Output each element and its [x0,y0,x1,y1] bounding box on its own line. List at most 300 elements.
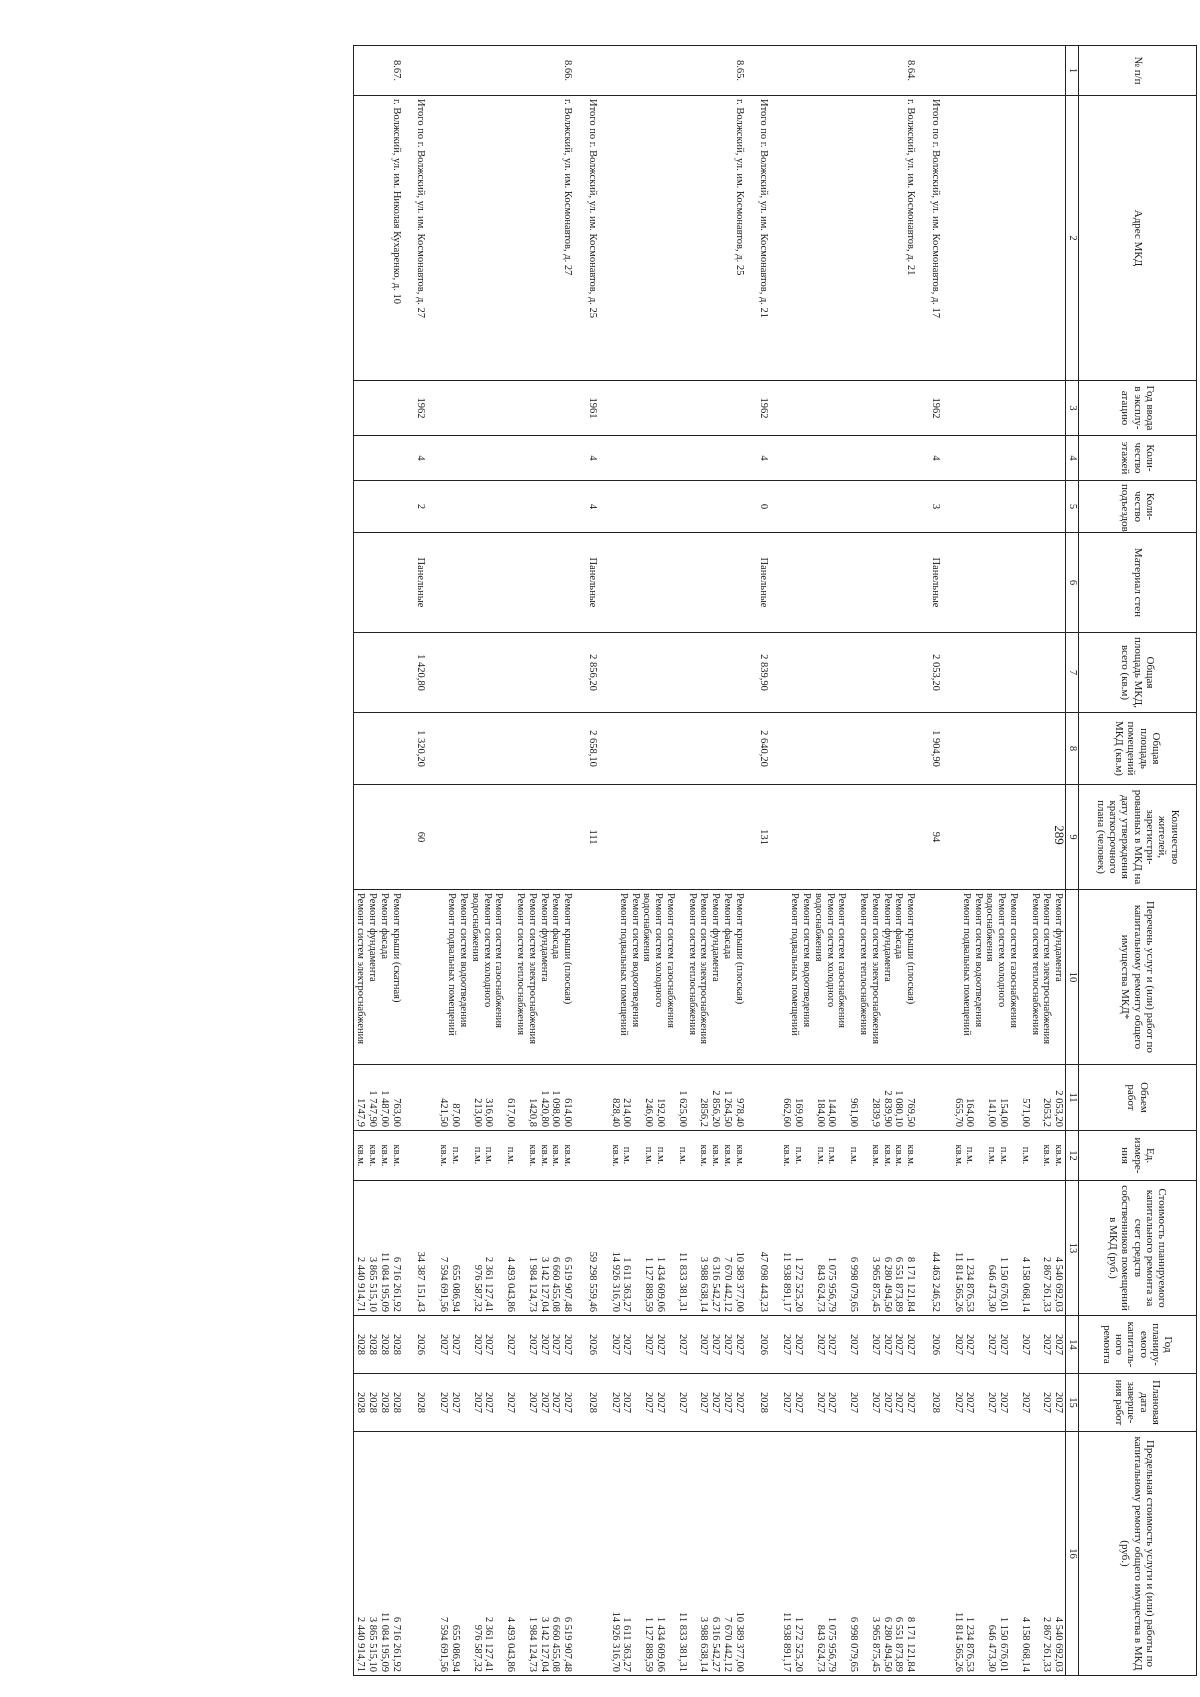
unit-list-line: кв.м. [609,1144,621,1167]
work-list-line: Ремонт систем теплоснабжения [858,893,870,1036]
empty-cell [917,1131,951,1181]
limit-cost-list-line: 4 540 692,03 [1053,1616,1065,1672]
cost-list-line: 1 611 363,27 [621,1257,633,1312]
empty-cell [917,46,951,96]
cost-list-line: 2 867 261,33 [1041,1256,1053,1312]
cost-list-line [666,1184,676,1312]
column-number: 12 [1066,1131,1079,1181]
year-list [437,1316,575,1374]
empty-cell [608,633,746,713]
column-number: 9 [1066,785,1079,890]
unit-list-line: кв.м. [870,1144,881,1167]
volume-list [608,1065,746,1131]
unit-list-line: кв.м. [367,1144,379,1167]
empty-cell [403,890,437,1065]
cost-list-line: 3 865 515,10 [367,1256,379,1312]
column-number: 13 [1066,1181,1079,1316]
cost-list-line: 2 361 127,41 [483,1256,495,1312]
limit-cost-list-line: 1 234 876,53 [964,1616,976,1672]
end-date-list-line: 2027 [781,1392,793,1413]
limit-cost-list-line: 2 867 261,33 [1041,1616,1053,1672]
cost-list-line: 6 551 873,89 [893,1256,905,1312]
year-list-line: 2027 [998,1334,1009,1355]
end-date-list-line: 2028 [379,1392,390,1413]
end-date-list [608,1374,746,1432]
end-date-list-line: 2028 [355,1392,367,1413]
empty-cell [951,481,1066,533]
work-list-line: Ремонт фундамента [367,893,379,982]
work-list-line [848,893,858,1061]
column-header: Общая площадь помещений МКД (кв.м) [1079,713,1197,785]
end-date-list-line: 2027 [505,1392,517,1413]
column-header: № п/п [1079,46,1197,96]
year-list-line: 2027 [710,1334,722,1355]
work-list-line: Ремонт фасада [893,893,905,960]
empty-cell [780,436,918,481]
volume-list-line: 169,00 [793,1098,804,1127]
unit-list-line [666,1134,676,1177]
limit-cost-list-line [859,1435,869,1672]
limit-cost-list-line [461,1435,471,1672]
end-date-list-line: 2027 [550,1392,562,1413]
unit-list-line: кв.м. [893,1144,905,1167]
volume-list-line [976,1068,986,1127]
volume-list-line [804,1068,814,1127]
volume-list-line [516,1068,526,1127]
cost-list-line: 3 988 638,14 [698,1256,710,1312]
volume-list-line: 1420,8 [527,1098,538,1127]
column-header: Год ввода в эксплу-атацию [1079,381,1197,436]
unit-list [951,1131,1066,1181]
cost-list-line [976,1184,986,1312]
total-cost: 34 387 151,43 [403,1181,437,1316]
cost-list [951,1181,1066,1316]
residents: 94 [917,785,951,890]
volume-list-line: 1 625,00 [676,1090,688,1127]
row-number: 8.66. [437,46,575,96]
end-date-list [951,1374,1066,1432]
column-number: 10 [1066,890,1079,1065]
unit-list-line [516,1134,526,1177]
unit-list-line [1031,1134,1041,1177]
empty-cell [951,633,1066,713]
cost-list-line: 1 075 956,79 [826,1256,838,1312]
work-list-line: Ремонт систем газоснабжения [665,893,676,1028]
unit-list-line: п.м. [655,1146,666,1165]
plan-year: 2026 [746,1316,780,1374]
volume-list [780,1065,918,1131]
table-header [1066,46,1197,1676]
volume-list-line [838,1068,848,1127]
limit-cost-list-line [804,1435,814,1672]
end-date-list-line: 2027 [998,1392,1009,1413]
end-date-list-line: 2027 [450,1392,461,1413]
end-date-list-line: 2028 [390,1392,402,1413]
volume-list-line: 246,00 [643,1098,655,1127]
year-list-line: 2027 [505,1334,517,1355]
unit-list-line: кв.м. [905,1144,917,1167]
cost-list-line [516,1184,526,1312]
residents: 60 [403,785,437,890]
volume-list-line: 154,00 [998,1098,1009,1127]
empty-cell [608,436,746,481]
total-cost: 47 098 443,23 [746,1181,780,1316]
work-list-line: Ремонт фундамента [710,893,722,982]
limit-cost-list-line: 11 814 565,26 [952,1612,964,1672]
end-date-list-line: 2027 [643,1392,655,1413]
house-total-row [917,46,951,1676]
year-list-line [495,1319,505,1370]
unit-list-line: кв.м. [1041,1144,1053,1167]
volume-list-line: 614,00 [562,1098,574,1127]
empty-cell [353,633,403,713]
unit-list-line [461,1134,471,1177]
end-date-list-line: 2027 [438,1392,450,1413]
cost-list-line: 646 473,30 [986,1264,998,1312]
limit-cost-list-line: 6 660 455,08 [550,1616,562,1672]
column-number: 7 [1066,633,1079,713]
end-date-list-line: 2027 [1053,1392,1065,1413]
end-date-list-line [516,1377,526,1428]
work-list-line: Ремонт крыши (плоская) [905,893,917,1005]
volume-list-line: 978,40 [733,1098,745,1127]
empty-cell [403,1432,437,1676]
column-header: Адрес МКД [1079,96,1197,381]
house-total-row [403,46,437,1676]
end-date-list-line: 2027 [483,1392,495,1413]
cost-list-line [804,1184,814,1312]
cost-list-line: 14 926 316,70 [609,1251,621,1312]
cost-list [608,1181,746,1316]
volume-list-line: 2 053,20 [1053,1090,1065,1127]
year-list-line [859,1319,869,1370]
year-list-line: 2027 [655,1334,666,1355]
volume-list-line: 184,00 [814,1098,826,1127]
empty-cell [437,785,575,890]
column-header: Коли-чество этажей [1079,436,1197,481]
end-date-list [353,1374,403,1432]
empty-cell [608,533,746,633]
limit-cost-list-line: 1 127 889,59 [643,1616,655,1672]
cost-list-line: 4 540 692,03 [1053,1256,1065,1312]
limit-cost-list-line: 843 624,73 [814,1624,826,1672]
unit-list-line: п.м. [471,1146,483,1165]
column-header: Стоимость планируемого капитального ремонта за счет средств собственников помещений в МКД (руб.) [1079,1181,1197,1316]
work-list-line [505,893,515,1061]
limit-cost-list-line: 3 865 515,10 [367,1616,379,1672]
work-list-line: Ремонт систем электроснабжения [1041,893,1053,1045]
volume-list [353,1065,403,1131]
limit-cost-list-line: 6 716 261,92 [390,1616,402,1672]
limit-cost-list-line: 6 316 542,27 [710,1616,722,1672]
empty-cell [353,436,403,481]
column-number: 11 [1066,1065,1079,1131]
empty-cell [780,381,918,436]
unit-list-line: кв.м. [562,1144,574,1167]
volume-list-line [666,1068,676,1127]
page-number: 289 [1052,825,1067,845]
empty-cell [353,381,403,436]
unit-list-line: кв.м. [550,1144,562,1167]
limit-cost-list-line: 6 998 079,65 [848,1616,860,1672]
cost-list-line: 4 158 068,14 [1019,1256,1031,1312]
end-date-list-line: 2027 [905,1392,917,1413]
end-date-list-line: 2027 [676,1392,688,1413]
empty-cell [780,785,918,890]
table-body [353,46,1066,1676]
end-date-list-line: 2027 [722,1392,733,1413]
unit-list-line: п.м. [1019,1146,1031,1165]
column-header: Ед. измере-ния [1079,1131,1197,1181]
house-works-row [437,46,575,1676]
end-date-list-line [633,1377,643,1428]
unit-list-line: п.м. [814,1146,826,1165]
cost-list-line: 655 086,94 [450,1264,461,1312]
volume-list-line [1009,1068,1019,1127]
volume-list-line: 144,00 [826,1098,838,1127]
limit-cost-list-line [976,1435,986,1672]
work-list-line: Ремонт систем теплоснабжения [515,893,527,1036]
empty-cell [608,481,746,533]
work-list-line: Ремонт фундамента [1053,893,1065,982]
column-number: 16 [1066,1432,1079,1676]
work-list-line: Ремонт подвальных помещений [446,893,458,1036]
limit-cost-list-line [516,1435,526,1672]
unit-list-line [838,1134,848,1177]
unit-list-line [804,1134,814,1177]
end-date-list-line [666,1377,676,1428]
work-list-line: Ремонт подвальных помещений [618,893,629,1036]
empty-cell [780,713,918,785]
empty-cell [746,890,780,1065]
year-list-line: 2027 [643,1334,655,1355]
volume-list-line: 1 080,10 [893,1090,905,1127]
volume-list-line: 141,00 [986,1098,998,1127]
unit-list-line: кв.м. [952,1144,964,1167]
empty-cell [353,785,403,890]
cost-list-line: 11 814 565,26 [952,1252,964,1312]
area-rooms: 2 640,20 [746,713,780,785]
limit-cost-list-line: 7 670 442,12 [722,1616,733,1672]
year-list [951,1316,1066,1374]
unit-list-line: кв.м. [698,1144,710,1167]
year-list-line [1009,1319,1019,1370]
year-list-line: 2027 [450,1334,461,1355]
work-list-line: Ремонт подвальных помещений [789,893,801,1036]
work-list-line: Ремонт систем электроснабжения [355,893,367,1045]
work-list-line [1019,893,1029,1061]
empty-cell [437,381,575,436]
end-date-list-line: 2027 [952,1392,964,1413]
end-date-list-line: 2027 [655,1392,666,1413]
volume-list-line: 192,00 [655,1098,666,1127]
volume-list-line [633,1068,643,1127]
cost-list-line [461,1184,471,1312]
residents: 111 [574,785,608,890]
end-date: 2028 [746,1374,780,1432]
year-list-line: 2027 [550,1334,562,1355]
unit-list-line: кв.м. [538,1144,550,1167]
empty-cell [917,1065,951,1131]
limit-cost-list-line: 6 280 494,50 [881,1616,893,1672]
year-list-line: 2027 [881,1334,893,1355]
limit-cost-list-line [666,1435,676,1672]
end-date-list-line: 2027 [698,1392,710,1413]
empty-cell [608,381,746,436]
limit-cost-list-line [1009,1435,1019,1672]
limit-cost-list-line: 655 086,94 [450,1624,461,1672]
empty-cell [353,533,403,633]
column-number: 8 [1066,713,1079,785]
volume-list-line: 2 856,20 [710,1090,722,1127]
end-date-list-line: 2027 [848,1392,860,1413]
volume-list-line: 213,00 [471,1098,483,1127]
work-list-line: Ремонт фасада [379,893,390,960]
year-list-line [633,1319,643,1370]
area-total: 2 856,20 [574,633,608,713]
cost-list-line: 6 716 261,92 [390,1256,402,1312]
volume-list-line: 1 098,00 [550,1090,562,1127]
work-list-line: Ремонт систем электроснабжения [698,893,710,1045]
year-list [608,1316,746,1374]
total-address: Итого по г. Волжский, ул. им. Космонавтов, д. 17 [917,96,951,381]
column-number: 14 [1066,1316,1079,1374]
end-date-list-line: 2027 [814,1392,826,1413]
cost-list-line: 1 234 876,53 [964,1256,976,1312]
work-list-line: Ремонт систем электроснабжения [870,893,881,1045]
row-number: 8.65. [608,46,746,96]
unit-list-line: п.м. [676,1146,688,1165]
empty-cell [437,481,575,533]
year-list-line: 2027 [1053,1334,1065,1355]
work-list-line: Ремонт систем электроснабжения [527,893,538,1045]
year-list-line: 2027 [483,1334,495,1355]
area-total: 2 839,90 [746,633,780,713]
end-date-list-line: 2027 [964,1392,976,1413]
commission-year: 1961 [574,381,608,436]
limit-cost-list-line: 11 833 381,31 [676,1612,688,1672]
column-header: Количество жителей, зарегистри-рованных в МКД на дату утверждения краткосрочного плана (человек) [1079,785,1197,890]
plan-year: 2026 [574,1316,608,1374]
volume-list-line: 763,00 [390,1098,402,1127]
cost-list-line: 7 594 691,56 [438,1256,450,1312]
limit-cost-list-line: 8 171 121,84 [905,1616,917,1672]
cost-list-line: 7 670 442,12 [722,1256,733,1312]
work-list-line: Ремонт фундамента [881,893,893,982]
work-list-line: Ремонт систем водоотведения [972,893,984,1028]
empty-cell [951,533,1066,633]
end-date-list-line [976,1377,986,1428]
cost-list-line: 976 587,32 [471,1264,483,1312]
house-works-row [780,46,918,1676]
end-date: 2028 [917,1374,951,1432]
volume-list-line: 87,00 [450,1103,461,1127]
empty-cell [608,713,746,785]
empty-cell [574,1065,608,1131]
year-list-line: 2027 [471,1334,483,1355]
column-number: 6 [1066,533,1079,633]
work-list-line: Ремонт фасада [722,893,733,960]
work-list-line: Ремонт систем холодного водоснабжения [813,893,836,1008]
rotated-page [107,45,1197,1675]
unit-list-line: кв.м. [527,1144,538,1167]
unit-list-line [976,1134,986,1177]
empty-cell [917,1432,951,1676]
volume-list-line [859,1068,869,1127]
year-list-line: 2027 [848,1334,860,1355]
work-list-line: Ремонт систем теплоснабжения [1029,893,1041,1036]
end-date-list [780,1374,918,1432]
column-header: Объем работ [1079,1065,1197,1131]
house-works-row [608,46,746,1676]
work-list-line: Ремонт фасада [550,893,562,960]
year-list-line [976,1319,986,1370]
cost-list-line: 11 938 891,17 [781,1252,793,1312]
unit-list-line: кв.м. [881,1144,893,1167]
year-list-line [461,1319,471,1370]
end-date-list-line: 2027 [986,1392,998,1413]
area-total: 1 420,80 [403,633,437,713]
unit-list-line: кв.м. [390,1144,402,1167]
empty-cell [437,633,575,713]
limit-cost-list-line: 3 988 638,14 [698,1616,710,1672]
end-date-list-line: 2027 [893,1392,905,1413]
year-list [353,1316,403,1374]
end-date-list-line: 2027 [527,1392,538,1413]
unit-list-line [859,1134,869,1177]
limit-cost-list-line: 6 519 907,48 [562,1616,574,1672]
year-list-line: 2028 [379,1334,390,1355]
year-list-line: 2027 [826,1334,838,1355]
cost-list-line [495,1184,505,1312]
limit-cost-list-line: 6 551 873,89 [893,1616,905,1672]
work-list-line: Ремонт систем холодного водоснабжения [641,893,665,1008]
empty-cell [951,785,1066,890]
unit-list [353,1131,403,1181]
work-list [353,890,403,1065]
limit-cost-list-line: 1 434 609,06 [655,1616,666,1672]
empty-cell [951,713,1066,785]
year-list-line [1031,1319,1041,1370]
commission-year: 1962 [746,381,780,436]
cost-list-line: 6 998 079,65 [848,1256,860,1312]
volume-list-line [1031,1068,1041,1127]
unit-list [608,1131,746,1181]
volume-list-line: 2 839,90 [881,1090,893,1127]
column-header: Предельная стоимость услуги и (или) работы по капитальному ремонту общего имущества в МКД (руб.) [1079,1432,1197,1676]
volume-list-line: 164,00 [964,1098,976,1127]
empty-cell [437,436,575,481]
work-list-line: Ремонт систем холодного водоснабжения [984,893,1008,1008]
empty-cell [353,481,403,533]
unit-list [780,1131,918,1181]
empty-cell [917,890,951,1065]
entrances: 4 [574,481,608,533]
unit-list-line: п.м. [986,1146,998,1165]
residents: 131 [746,785,780,890]
cost-list [353,1181,403,1316]
end-date-list-line: 2027 [1019,1392,1031,1413]
end-date-list-line: 2027 [471,1392,483,1413]
work-list-line: Ремонт подвальных помещений [961,893,972,1036]
limit-cost-list-line: 10 389 377,00 [733,1611,745,1672]
area-total: 2 053,20 [917,633,951,713]
house-works-row [951,46,1066,1676]
year-list-line: 2027 [527,1334,538,1355]
work-list-line: Ремонт крыши (плоская) [562,893,574,1005]
row-number [951,46,1066,96]
cost-list-line: 11 084 195,09 [379,1252,390,1312]
